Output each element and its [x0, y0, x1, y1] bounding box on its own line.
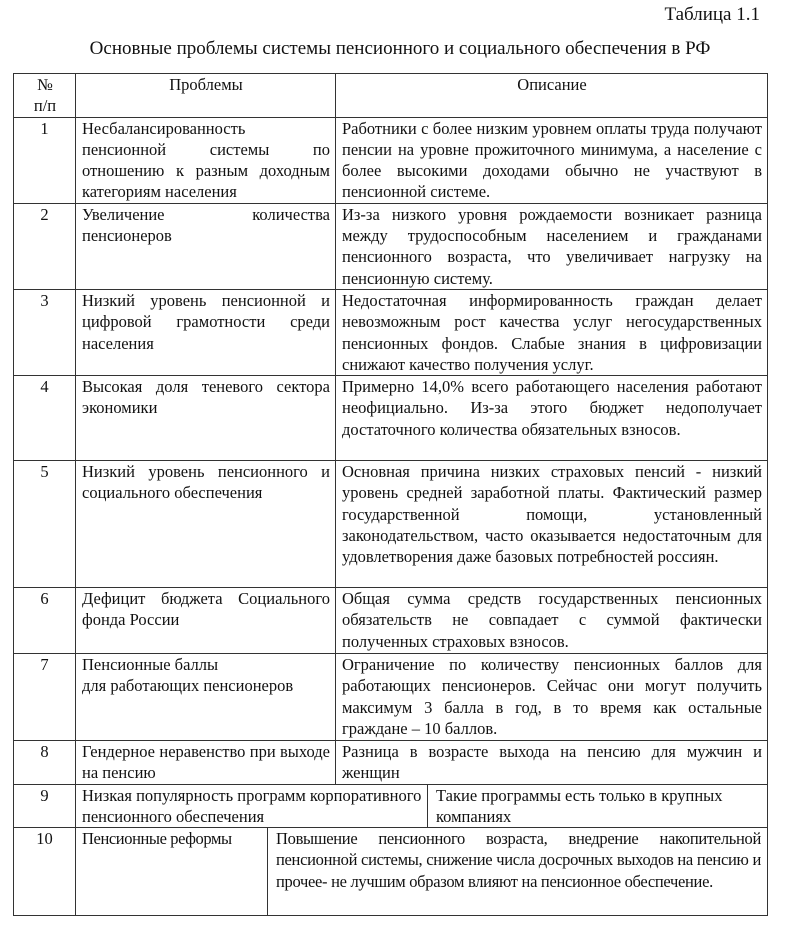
row-number: 4	[14, 376, 76, 461]
description-cell: Основная причина низких страховых пенсий - низкий уровень средней заработной платы. Фактический размер государственной помощи, установленный законодательством, часто оказывается недостаточным для удовлетворения даже базовых потребностей россиян.	[336, 461, 768, 588]
problem-cell: Увеличение количества пенсионеров	[76, 203, 336, 289]
table-label: Таблица 1.1	[664, 4, 760, 25]
description-cell: Примерно 14,0% всего работающего населения работают неофициально. Из-за этого бюджет недополучает достаточного количества обязательных взносов.	[336, 376, 768, 461]
description-cell: Общая сумма средств государственных пенсионных обязательств не совпадает с суммой фактически полученных страховых взносов.	[336, 588, 768, 654]
header-num	[14, 74, 76, 118]
header-problem: Проблемы	[76, 74, 336, 118]
table-row	[14, 203, 768, 289]
problem-cell: Дефицит бюджета Социального фонда России	[76, 588, 336, 654]
problem-line-2: для работающих пенсионеров	[82, 676, 294, 696]
table-row	[14, 588, 768, 654]
problem-cell: Низкий уровень пенсионной и цифровой грамотности среди населения	[76, 289, 336, 375]
problem-cell: Несбалансированность пенсионной системы по отношению к разным доходным категориям населения	[76, 117, 336, 203]
table-row	[14, 117, 768, 203]
problem-cell: Гендерное неравенство при выходе на пенсию	[76, 741, 336, 785]
table-row	[14, 461, 768, 588]
table-row	[14, 654, 768, 741]
header-description: Описание	[336, 74, 768, 118]
table-row	[14, 289, 768, 375]
row-number: 2	[14, 203, 76, 289]
table-header-row	[14, 74, 768, 118]
combined-cell	[76, 785, 768, 828]
header-num-line1: №	[37, 75, 53, 94]
table-title: Основные проблемы системы пенсионного и социального обеспечения в РФ	[89, 38, 711, 59]
description-cell: Повышение пенсионного возраста, внедрение накопительной пенсионной системы, снижение числа досрочных выходов на пенсию и прочее- не лучшим образом влияют на пенсионное обеспечение.	[276, 829, 761, 891]
problem-cell: Низкая популярность программ корпоративного пенсионного обеспечения	[76, 785, 428, 827]
problem-cell: Высокая доля теневого сектора экономики	[76, 376, 336, 461]
problem-cell: Низкий уровень пенсионного и социального обеспечения	[76, 461, 336, 588]
row-number: 3	[14, 289, 76, 375]
row-number: 5	[14, 461, 76, 588]
row-number: 10	[14, 828, 76, 916]
row-number: 1	[14, 117, 76, 203]
description-cell: Разница в возрасте выхода на пенсию для мужчин и женщин	[336, 741, 768, 785]
header-num-line2: п/п	[33, 96, 57, 116]
row-number: 9	[14, 785, 76, 828]
problem-line-1: Пенсионные баллы	[82, 655, 219, 675]
combined-cell	[76, 828, 768, 916]
row-number: 6	[14, 588, 76, 654]
description-cell: Работники с более низким уровнем оплаты труда получают пенсии на уровне прожиточного минимума, а население с более высокими доходами обычно не участвуют в пенсионной системе.	[336, 117, 768, 203]
row-number: 8	[14, 741, 76, 785]
description-cell: Из-за низкого уровня рождаемости возникает разница между трудоспособным населением и гражданами пенсионного возраста, что увеличивает нагрузку на пенсионную систему.	[336, 203, 768, 289]
table-row	[14, 785, 768, 828]
table-row	[14, 741, 768, 785]
problem-cell: Пенсионные реформы	[76, 828, 268, 915]
description-cell: Недостаточная информированность граждан делает невозможным рост качества услуг негосударственных пенсионных фондов. Слабые знания в цифровизации снижают качество получения услуг.	[336, 289, 768, 375]
description-cell: Такие программы есть только в крупных компаниях	[436, 786, 723, 827]
row-number: 7	[14, 654, 76, 741]
description-cell: Ограничение по количеству пенсионных баллов для работающих пенсионеров. Сейчас они могут получить максимум 3 балла в год, в то время как остальные граждане – 10 баллов.	[336, 654, 768, 741]
table-row	[14, 376, 768, 461]
pension-problems-table	[13, 73, 768, 916]
table-row	[14, 828, 768, 916]
problem-cell	[76, 654, 336, 741]
